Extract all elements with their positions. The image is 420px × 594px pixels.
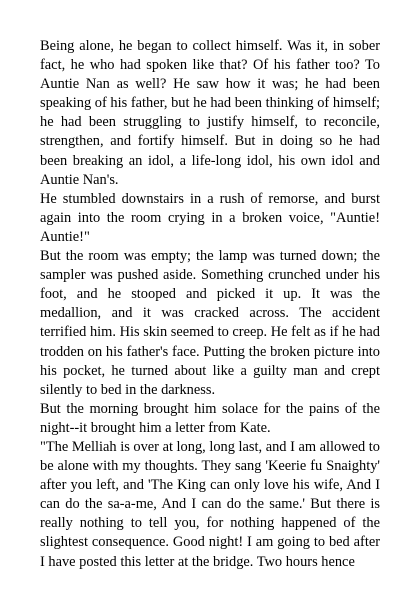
paragraph-kate-letter: "The Melliah is over at long, long last, and I am allowed to be alone with my thoughts. They sang 'Keerie fu Snaighty' after you left, and 'The King can only love his wife, And I can do the sa-a-me, And I can do the same.' But there is really nothing to tell you, for nothing happened of the slightest consequence. Good night! I am going to bed after I have posted this letter at the bridge. Two hours hence bbox=[40, 438, 380, 570]
book-page-text bbox=[40, 37, 380, 572]
paragraph-room-empty: But the room was empty; the lamp was turned down; the sampler was pushed aside. Something crunched under his foot, and he stooped and picked it up. It was the medallion, and it was cracked across. The accident terrified him. His skin seemed to creep. He felt as if he had trodden on his father's face. Putting the broken picture into his pocket, he turned about like a guilty man and crept silently to bed in the darkness. bbox=[40, 248, 380, 398]
paragraph-morning-solace: But the morning brought him solace for the pains of the night--it brought him a letter from Kate. bbox=[40, 400, 380, 436]
paragraph-collect-himself: Being alone, he began to collect himself. Was it, in sober fact, he who had spoken like that? Of his father too? To Auntie Nan as well? He saw how it was; he had been speaking of his father, but he had been thinking of himself; he had been struggling to justify himself, to reconcile, strengthen, and fortify himself. But in doing so he had been breaking an idol, a life-long idol, his own idol and Auntie Nan's. bbox=[40, 38, 380, 188]
paragraph-stumbled-downstairs: He stumbled downstairs in a rush of remorse, and burst again into the room crying in a broken voice, "Auntie! Auntie!" bbox=[40, 190, 380, 245]
